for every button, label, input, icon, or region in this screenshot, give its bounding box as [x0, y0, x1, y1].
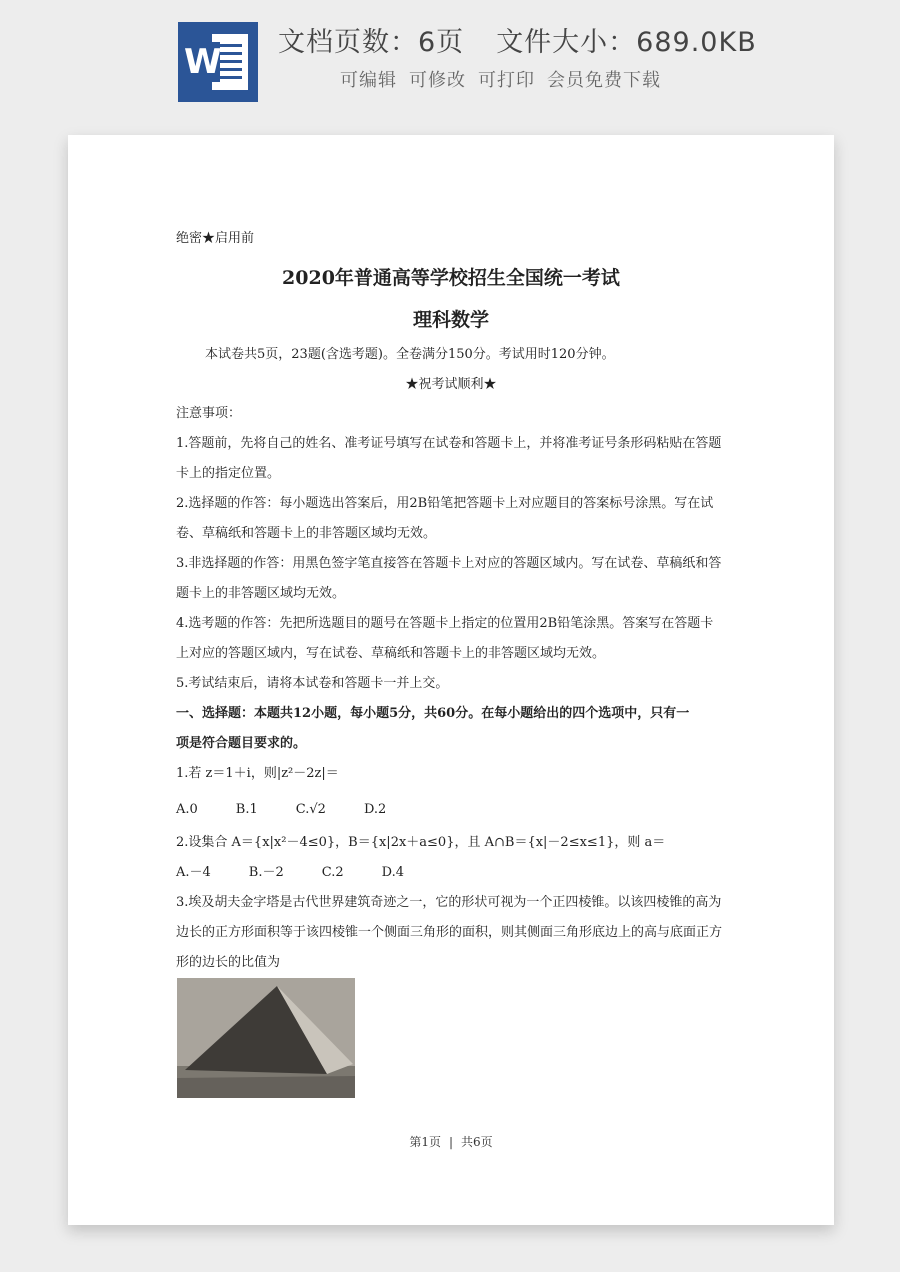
notice-item: 3.非选择题的作答：用黑色签字笔直接答在答题卡上对应的答题区域内。写在试卷、草稿纸和答题卡上的非答题区域均无效。 — [176, 556, 722, 601]
feature-member-download: 会员免费下载 — [547, 70, 661, 91]
question-1-stem: 1.若 z＝1＋i，则|z²－2z|＝ — [176, 766, 339, 781]
option-c: C.2 — [321, 865, 344, 880]
option-d: D.4 — [381, 865, 405, 880]
word-doc-icon — [178, 22, 258, 102]
page-number: 第1页 — [409, 1135, 441, 1149]
notice-item: 5.考试结束后，请将本试卷和答题卡一并上交。 — [176, 676, 449, 691]
question-1-options — [176, 795, 726, 825]
feature-modifiable: 可修改 — [409, 70, 466, 91]
notice-item: 4.选考题的作答：先把所选题目的题号在答题卡上指定的位置用2B铅笔涂黑。答案写在答题卡上对应的答题区域内，写在试卷、草稿纸和答题卡上的非答题区域均无效。 — [176, 616, 714, 661]
question-2-options — [176, 858, 726, 888]
option-c: C.√2 — [295, 802, 326, 817]
notice-item: 1.答题前，先将自己的姓名、准考证号填写在试卷和答题卡上，并将准考证号条形码粘贴在答题卡上的指定位置。 — [176, 436, 722, 481]
question-3-stem: 3.埃及胡夫金字塔是古代世界建筑奇迹之一，它的形状可视为一个正四棱锥。以该四棱锥的高为边长的正方形面积等于该四棱锥一个侧面三角形的面积，则其侧面三角形底边上的高与底面正方形的边长的比值为 — [176, 895, 723, 970]
option-b: B.1 — [235, 802, 258, 817]
exam-intro: 本试卷共5页，23题(含选考题)。全卷满分150分。考试用时120分钟。 — [205, 347, 615, 362]
exam-title: 2020年普通高等学校招生全国统一考试 — [282, 267, 620, 289]
secret-mark: 绝密★启用前 — [176, 231, 255, 246]
section-heading: 一、选择题：本题共12小题，每小题5分，共60分。在每小题给出的四个选项中，只有一项是符合题目要求的。 — [176, 706, 690, 751]
feature-list — [340, 66, 661, 92]
question-2-stem: 2.设集合 A＝{x|x²－4≤0}，B＝{x|2x＋a≤0}，且 A∩B＝{x|－2≤x≤1}，则 a＝ — [176, 835, 666, 850]
option-a: A.－4 — [176, 865, 211, 880]
page-footer: 第1页 | 共6页 — [409, 1135, 493, 1149]
doc-meta — [278, 20, 757, 59]
word-letter: W — [184, 42, 222, 82]
document-page — [68, 135, 834, 1225]
page-count: 文档页数：6页 — [278, 27, 465, 58]
header-banner — [0, 0, 900, 120]
blessing-line: ★祝考试顺利★ — [405, 377, 497, 392]
feature-editable: 可编辑 — [340, 70, 397, 91]
notice-heading: 注意事项： — [176, 406, 242, 421]
notice-item: 2.选择题的作答：每小题选出答案后，用2B铅笔把答题卡上对应题目的答案标号涂黑。写在试卷、草稿纸和答题卡上的非答题区域均无效。 — [176, 496, 714, 541]
option-d: D.2 — [363, 802, 387, 817]
file-size: 文件大小：689.0KB — [496, 27, 757, 58]
pyramid-photo — [177, 978, 355, 1098]
feature-printable: 可打印 — [478, 70, 535, 91]
option-a: A.0 — [176, 802, 198, 817]
option-b: B.－2 — [248, 865, 284, 880]
exam-subject: 理科数学 — [412, 309, 489, 331]
page-total: 共6页 — [461, 1135, 493, 1149]
